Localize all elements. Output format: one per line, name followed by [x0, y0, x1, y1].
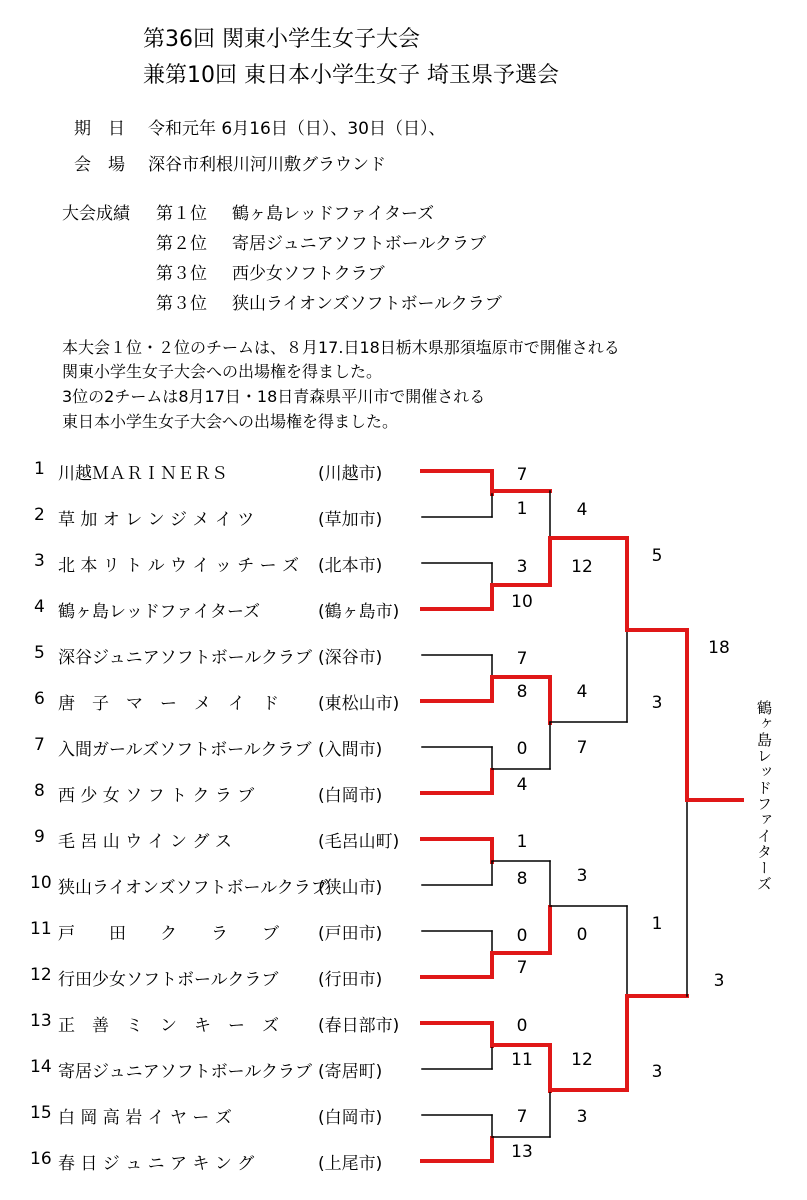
match-score: 7	[516, 1107, 528, 1127]
team-name: 北 本 リ ト ル ウ イ ッ チ ー ズ	[58, 556, 300, 576]
team-number: 16	[30, 1149, 52, 1169]
team-name: 西 少 女 ソ フ ト ク ラ ブ	[58, 786, 255, 806]
match-score: 0	[576, 925, 588, 945]
team-name: 白 岡 高 岩 イ ヤ ー ズ	[58, 1108, 232, 1128]
date-label: 期 日	[74, 119, 125, 139]
team-area: (狭山市)	[318, 878, 383, 898]
result-team: 鶴ヶ島レッドファイターズ	[232, 204, 435, 224]
team-number: 8	[34, 781, 45, 801]
result-team: 寄居ジュニアソフトボールクラブ	[232, 234, 486, 254]
match-score: 4	[576, 682, 588, 702]
team-area: (深谷市)	[318, 648, 383, 668]
team-number: 3	[34, 551, 45, 571]
team-area: (春日部市)	[318, 1016, 400, 1036]
team-area: (東松山市)	[318, 694, 400, 714]
match-score: 3	[651, 1062, 663, 1082]
match-score: 0	[516, 739, 528, 759]
team-number: 2	[34, 505, 45, 525]
match-score: 11	[511, 1050, 533, 1070]
tournament-title: 第36回 関東小学生女子大会	[143, 27, 420, 52]
team-area: (戸田市)	[318, 924, 383, 944]
team-name: 寄居ジュニアソフトボールクラブ	[58, 1062, 312, 1082]
team-name: 唐 子 マ ー メ イ ド	[58, 694, 279, 714]
note-line: 東日本小学生女子大会への出場権を得ました。	[62, 412, 399, 431]
team-name: 行田少女ソフトボールクラブ	[58, 970, 279, 990]
match-score: 8	[516, 869, 528, 889]
match-score: 1	[651, 914, 663, 934]
team-area: (入間市)	[318, 740, 383, 760]
team-area: (上尾市)	[318, 1154, 383, 1174]
team-name: 正 善 ミ ン キ ー ズ	[58, 1016, 279, 1036]
match-score: 7	[516, 649, 528, 669]
team-area: (毛呂山町)	[318, 832, 400, 852]
note-line: 3位の2チームは8月17日・18日青森県平川市で開催される	[62, 387, 486, 406]
match-score: 8	[516, 682, 528, 702]
team-name: 春 日 ジ ュ ニ ア キ ン グ	[58, 1154, 255, 1174]
team-area: (北本市)	[318, 556, 383, 576]
match-score: 10	[511, 592, 533, 612]
date-value: 令和元年 6月16日（日）、30日（日）、	[148, 119, 446, 139]
match-score: 12	[571, 1050, 593, 1070]
match-score: 3	[651, 693, 663, 713]
team-number: 1	[34, 459, 45, 479]
team-name: 入間ガールズソフトボールクラブ	[58, 740, 312, 760]
team-area: (川越市)	[318, 464, 383, 484]
match-score: 3	[713, 971, 725, 991]
team-number: 6	[34, 689, 45, 709]
team-area: (白岡市)	[318, 1108, 383, 1128]
match-score: 0	[516, 926, 528, 946]
match-score: 12	[571, 557, 593, 577]
match-score: 5	[651, 546, 663, 566]
team-number: 7	[34, 735, 45, 755]
team-name: 草 加 オ レ ン ジ メ イ ツ	[58, 510, 255, 530]
result-rank: 第１位	[156, 204, 207, 224]
match-score: 18	[708, 638, 730, 658]
team-name: 戸 田 ク ラ ブ	[58, 924, 279, 944]
team-area: (寄居町)	[318, 1062, 383, 1082]
team-number: 12	[30, 965, 52, 985]
result-rank: 第３位	[156, 294, 207, 314]
match-score: 3	[576, 866, 588, 886]
team-number: 5	[34, 643, 45, 663]
result-rank: 第２位	[156, 234, 207, 254]
result-rank: 第３位	[156, 264, 207, 284]
tournament-subtitle: 兼第10回 東日本小学生女子 埼玉県予選会	[143, 63, 559, 88]
team-number: 10	[30, 873, 52, 893]
match-score: 4	[576, 500, 588, 520]
match-score: 13	[511, 1142, 533, 1162]
match-score: 3	[516, 557, 528, 577]
champion-label: 鶴ヶ島レッドファイターズ	[755, 700, 773, 892]
team-number: 13	[30, 1011, 52, 1031]
note-line: 関東小学生女子大会への出場権を得ました。	[62, 362, 383, 381]
team-area: (鶴ヶ島市)	[318, 602, 400, 622]
note-line: 本大会１位・２位のチームは、８月17.日18日栃木県那須塩原市で開催される	[62, 338, 620, 357]
match-score: 7	[576, 738, 588, 758]
team-number: 15	[30, 1103, 52, 1123]
team-area: (草加市)	[318, 510, 383, 530]
team-name: 深谷ジュニアソフトボールクラブ	[58, 648, 312, 668]
team-number: 11	[30, 919, 52, 939]
team-number: 9	[34, 827, 45, 847]
match-score: 3	[576, 1107, 588, 1127]
result-team: 西少女ソフトクラブ	[232, 264, 385, 284]
match-score: 0	[516, 1016, 528, 1036]
match-score: 1	[516, 499, 528, 519]
team-name: 毛 呂 山 ウ イ ン グ ス	[58, 832, 232, 852]
venue-label: 会 場	[74, 155, 125, 175]
match-score: 1	[516, 832, 528, 852]
match-score: 4	[516, 775, 528, 795]
match-score: 7	[516, 958, 528, 978]
team-name: 狭山ライオンズソフトボールクラブ	[58, 878, 328, 898]
team-name: 川越ＭＡＲＩＮＥＲＳ	[58, 464, 228, 484]
team-number: 14	[30, 1057, 52, 1077]
team-number: 4	[34, 597, 45, 617]
team-area: (行田市)	[318, 970, 383, 990]
result-team: 狭山ライオンズソフトボールクラブ	[232, 294, 502, 314]
team-name: 鶴ヶ島レッドファイターズ	[58, 602, 261, 622]
match-score: 7	[516, 465, 528, 485]
results-label: 大会成績	[62, 204, 130, 224]
team-area: (白岡市)	[318, 786, 383, 806]
venue-value: 深谷市利根川河川敷グラウンド	[148, 155, 386, 175]
